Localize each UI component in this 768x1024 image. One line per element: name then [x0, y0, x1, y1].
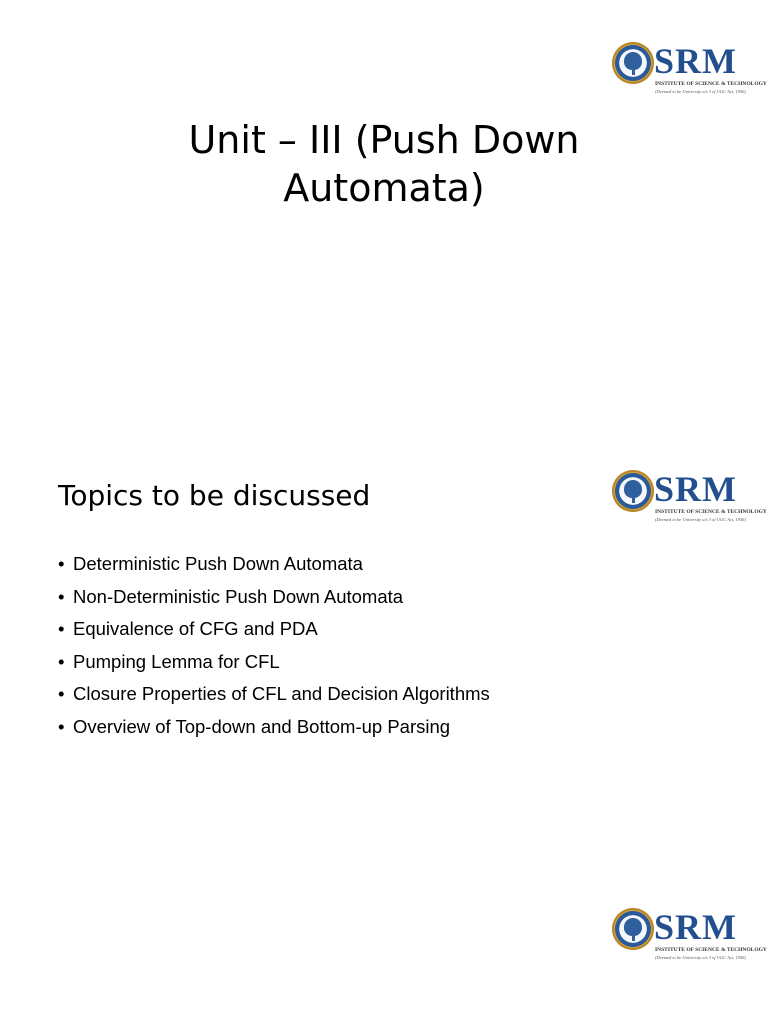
logo-brand: SRM [654, 469, 737, 509]
unit-title-line-2: Automata) [283, 166, 485, 210]
logo-institute: INSTITUTE OF SCIENCE & TECHNOLOGY [655, 509, 767, 515]
bullet-icon: • [58, 683, 65, 704]
bullet-icon: • [58, 585, 65, 607]
slide-title [0, 12, 768, 444]
topics-heading: Topics to be discussed [58, 479, 371, 512]
seal-icon [612, 908, 654, 950]
slide-next [0, 890, 768, 1024]
slide-topics [0, 456, 768, 888]
seal-icon [612, 470, 654, 512]
unit-title-line-1: Unit – III (Push Down [188, 118, 580, 162]
list-item: • Equivalence of CFG and PDA [58, 613, 490, 646]
list-item: • Non-Deterministic Push Down Automata [58, 581, 490, 614]
topics-list [58, 548, 490, 743]
list-item: • Pumping Lemma for CFL [58, 646, 490, 679]
list-item: • Deterministic Push Down Automata [58, 548, 490, 581]
logo-institute: INSTITUTE OF SCIENCE & TECHNOLOGY [655, 81, 767, 87]
list-item: • Overview of Top-down and Bottom-up Parsing [58, 711, 490, 744]
unit-title [84, 116, 684, 212]
logo-institute: INSTITUTE OF SCIENCE & TECHNOLOGY [655, 947, 767, 953]
logo-deemed: (Deemed to be University u/s 3 of UGC Act, 1956) [655, 955, 746, 960]
list-item: • Closure Properties of CFL and Decision Algorithms [58, 678, 490, 711]
logo-deemed: (Deemed to be University u/s 3 of UGC Act, 1956) [655, 517, 746, 522]
bullet-icon: • [58, 650, 65, 672]
bullet-icon: • [58, 618, 65, 639]
srm-logo [612, 907, 767, 968]
srm-logo [612, 469, 767, 530]
bullet-icon: • [58, 553, 65, 574]
logo-brand: SRM [654, 41, 737, 81]
srm-logo [612, 41, 767, 102]
seal-icon [612, 42, 654, 84]
bullet-icon: • [58, 715, 65, 737]
logo-deemed: (Deemed to be University u/s 3 of UGC Act, 1956) [655, 89, 746, 94]
logo-brand: SRM [654, 907, 737, 947]
